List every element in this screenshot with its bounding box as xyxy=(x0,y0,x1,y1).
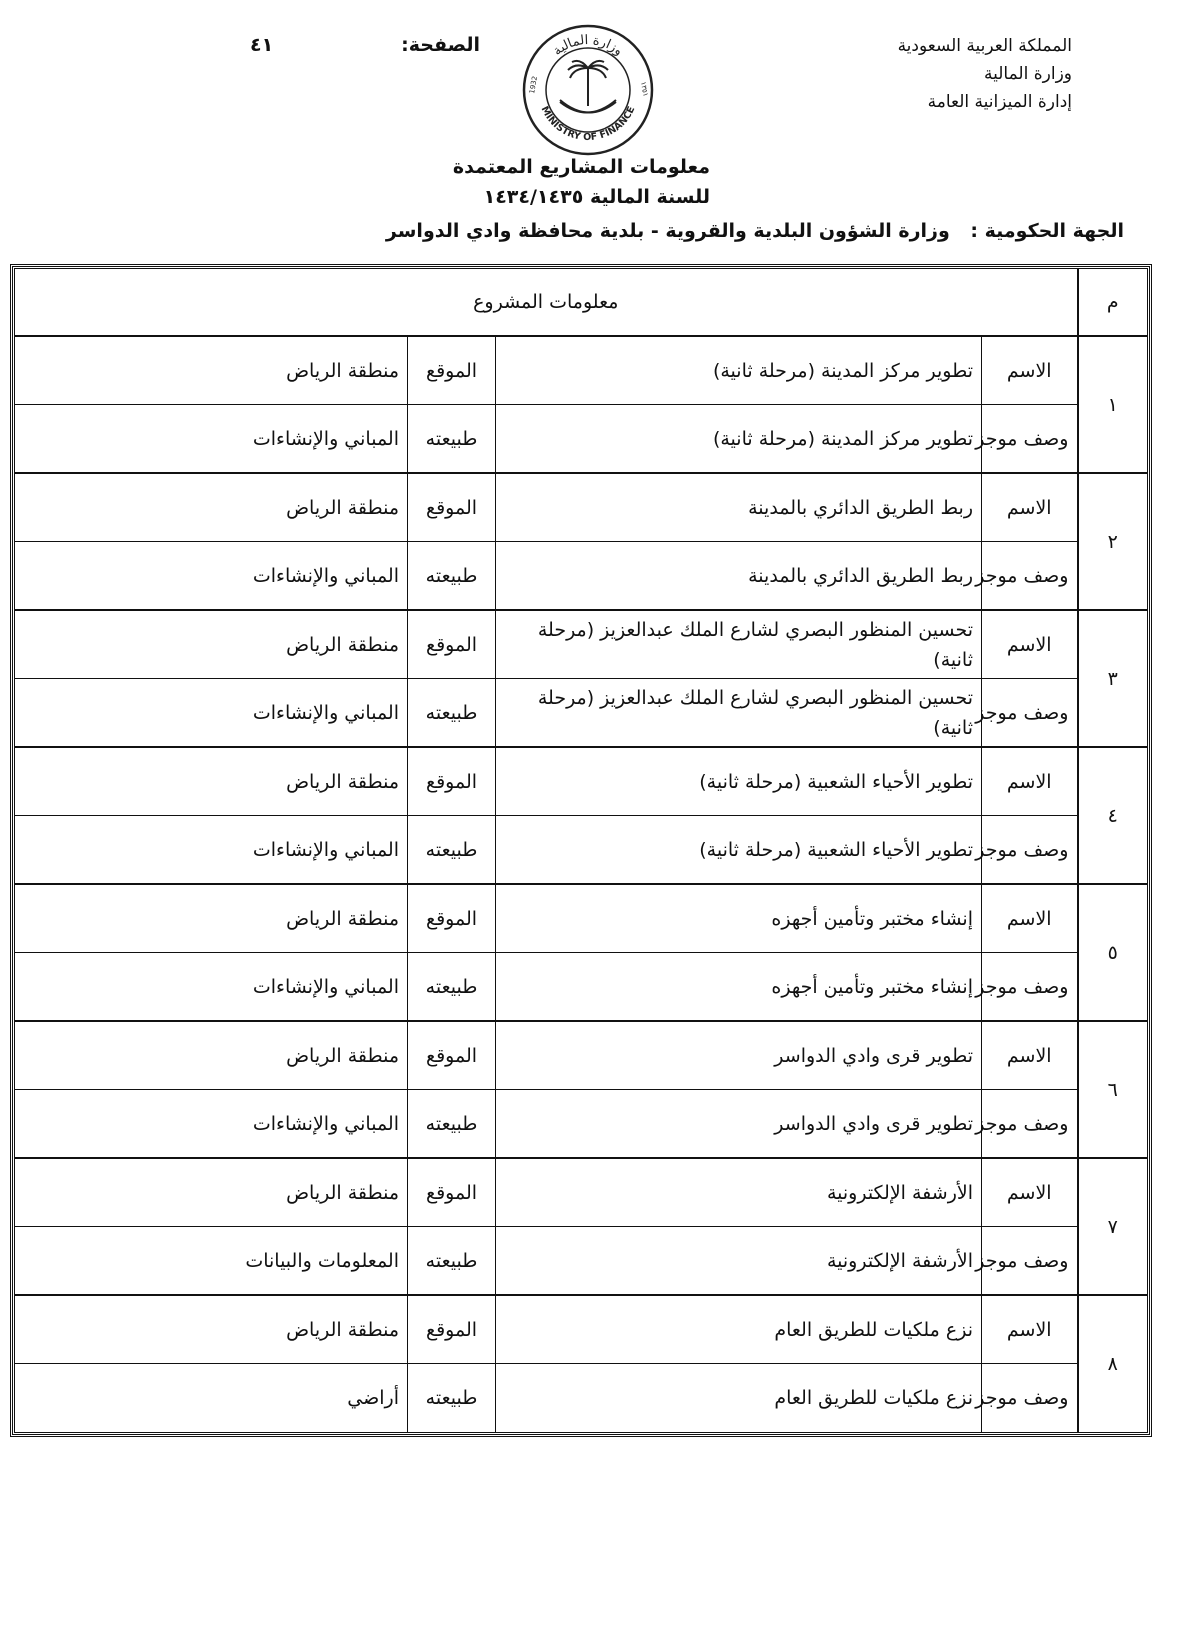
fiscal-year: للسنة المالية ١٤٣٤/١٤٣٥ xyxy=(483,186,710,208)
name-label: الاسم xyxy=(982,473,1078,542)
project-name: الأرشفة الإلكترونية xyxy=(496,1158,982,1227)
project-name-row xyxy=(15,1021,1148,1090)
location-label: الموقع xyxy=(408,336,496,405)
project-number: ٦ xyxy=(1078,1021,1148,1158)
description-label: وصف موجز xyxy=(982,953,1078,1022)
project-location: منطقة الرياض xyxy=(15,473,408,542)
name-label: الاسم xyxy=(982,1158,1078,1227)
project-number: ٢ xyxy=(1078,473,1148,610)
name-label: الاسم xyxy=(982,747,1078,816)
location-label: الموقع xyxy=(408,610,496,679)
project-location: منطقة الرياض xyxy=(15,1295,408,1364)
location-label: الموقع xyxy=(408,884,496,953)
project-desc-row xyxy=(15,953,1148,1022)
project-desc-row xyxy=(15,679,1148,748)
project-nature: المعلومات والبيانات xyxy=(15,1227,408,1296)
description-label: وصف موجز xyxy=(982,816,1078,885)
seal-bottom-text: MINISTRY OF FINANCE xyxy=(538,104,638,144)
project-desc-row xyxy=(15,405,1148,474)
organization-header xyxy=(812,32,1072,116)
project-desc-row xyxy=(15,542,1148,611)
entity-value: وزارة الشؤون البلدية والقروية - بلدية محافظة وادي الدواسر xyxy=(385,220,950,242)
project-name-row xyxy=(15,1158,1148,1227)
column-header-number: م xyxy=(1078,269,1148,337)
project-desc-row xyxy=(15,1227,1148,1296)
nature-label: طبيعته xyxy=(408,1364,496,1433)
project-location: منطقة الرياض xyxy=(15,1021,408,1090)
org-line-ministry: وزارة المالية xyxy=(984,64,1072,84)
svg-text:MINISTRY OF FINANCE xyxy=(539,105,638,143)
project-name: تطوير مركز المدينة (مرحلة ثانية) xyxy=(496,336,982,405)
project-number: ٨ xyxy=(1078,1295,1148,1432)
project-name-row xyxy=(15,747,1148,816)
project-nature: المباني والإنشاءات xyxy=(15,953,408,1022)
page-label: الصفحة: xyxy=(401,34,480,56)
description-label: وصف موجز xyxy=(982,405,1078,474)
seal-year-left: 1932 xyxy=(528,75,540,95)
project-name: نزع ملكيات للطريق العام xyxy=(496,1295,982,1364)
document-titles xyxy=(400,152,710,212)
nature-label: طبيعته xyxy=(408,816,496,885)
project-name: تطوير الأحياء الشعبية (مرحلة ثانية) xyxy=(496,747,982,816)
project-desc-row xyxy=(15,1090,1148,1159)
name-label: الاسم xyxy=(982,884,1078,953)
project-desc-row xyxy=(15,816,1148,885)
project-name-row xyxy=(15,884,1148,953)
nature-label: طبيعته xyxy=(408,1227,496,1296)
name-label: الاسم xyxy=(982,336,1078,405)
project-location: منطقة الرياض xyxy=(15,884,408,953)
project-nature: المباني والإنشاءات xyxy=(15,1090,408,1159)
seal-year-right: ١٣٥١ xyxy=(639,80,650,98)
nature-label: طبيعته xyxy=(408,953,496,1022)
location-label: الموقع xyxy=(408,1158,496,1227)
name-label: الاسم xyxy=(982,1021,1078,1090)
projects-rows xyxy=(15,336,1148,1432)
nature-label: طبيعته xyxy=(408,679,496,748)
project-nature: المباني والإنشاءات xyxy=(15,816,408,885)
government-entity xyxy=(385,220,1124,242)
project-number: ١ xyxy=(1078,336,1148,473)
nature-label: طبيعته xyxy=(408,542,496,611)
table-header-row xyxy=(15,269,1148,337)
project-description: تطوير الأحياء الشعبية (مرحلة ثانية) xyxy=(496,816,982,885)
org-line-kingdom: المملكة العربية السعودية xyxy=(897,36,1072,56)
project-name-row xyxy=(15,610,1148,679)
project-desc-row xyxy=(15,1364,1148,1433)
project-description: نزع ملكيات للطريق العام xyxy=(496,1364,982,1433)
project-description: الأرشفة الإلكترونية xyxy=(496,1227,982,1296)
svg-text:وزارة المالية xyxy=(550,33,625,59)
project-location: منطقة الرياض xyxy=(15,1158,408,1227)
project-number: ٤ xyxy=(1078,747,1148,884)
project-location: منطقة الرياض xyxy=(15,336,408,405)
project-nature: المباني والإنشاءات xyxy=(15,542,408,611)
project-description: تطوير مركز المدينة (مرحلة ثانية) xyxy=(496,405,982,474)
project-number: ٥ xyxy=(1078,884,1148,1021)
project-name: ربط الطريق الدائري بالمدينة xyxy=(496,473,982,542)
project-nature: أراضي xyxy=(15,1364,408,1433)
page-number: ٤١ xyxy=(250,34,274,56)
project-description: إنشاء مختبر وتأمين أجهزه xyxy=(496,953,982,1022)
location-label: الموقع xyxy=(408,1021,496,1090)
seal-top-text: وزارة المالية xyxy=(550,32,626,59)
project-description: تطوير قرى وادي الدواسر xyxy=(496,1090,982,1159)
location-label: الموقع xyxy=(408,747,496,816)
palm-swords-emblem xyxy=(560,61,616,113)
project-description: تحسين المنظور البصري لشارع الملك عبدالعزيز (مرحلة ثانية) xyxy=(496,679,982,748)
name-label: الاسم xyxy=(982,1295,1078,1364)
description-label: وصف موجز xyxy=(982,679,1078,748)
name-label: الاسم xyxy=(982,610,1078,679)
entity-label: الجهة الحكومية : xyxy=(970,220,1124,242)
project-number: ٧ xyxy=(1078,1158,1148,1295)
project-name: تطوير قرى وادي الدواسر xyxy=(496,1021,982,1090)
page-indicator xyxy=(240,34,480,64)
project-location: منطقة الرياض xyxy=(15,747,408,816)
column-header-project-info: معلومات المشروع xyxy=(15,269,1078,337)
location-label: الموقع xyxy=(408,1295,496,1364)
description-label: وصف موجز xyxy=(982,1090,1078,1159)
description-label: وصف موجز xyxy=(982,542,1078,611)
project-name-row xyxy=(15,1295,1148,1364)
project-name: إنشاء مختبر وتأمين أجهزه xyxy=(496,884,982,953)
ministry-seal-logo xyxy=(520,22,656,158)
project-nature: المباني والإنشاءات xyxy=(15,679,408,748)
project-name-row xyxy=(15,336,1148,405)
projects-table xyxy=(14,268,1148,1433)
project-description: ربط الطريق الدائري بالمدينة xyxy=(496,542,982,611)
document-title: معلومات المشاريع المعتمدة xyxy=(452,156,710,178)
nature-label: طبيعته xyxy=(408,1090,496,1159)
org-line-department: إدارة الميزانية العامة xyxy=(927,92,1072,112)
description-label: وصف موجز xyxy=(982,1227,1078,1296)
project-name-row xyxy=(15,473,1148,542)
project-name: تحسين المنظور البصري لشارع الملك عبدالعزيز (مرحلة ثانية) xyxy=(496,610,982,679)
description-label: وصف موجز xyxy=(982,1364,1078,1433)
location-label: الموقع xyxy=(408,473,496,542)
project-location: منطقة الرياض xyxy=(15,610,408,679)
nature-label: طبيعته xyxy=(408,405,496,474)
project-nature: المباني والإنشاءات xyxy=(15,405,408,474)
project-number: ٣ xyxy=(1078,610,1148,747)
